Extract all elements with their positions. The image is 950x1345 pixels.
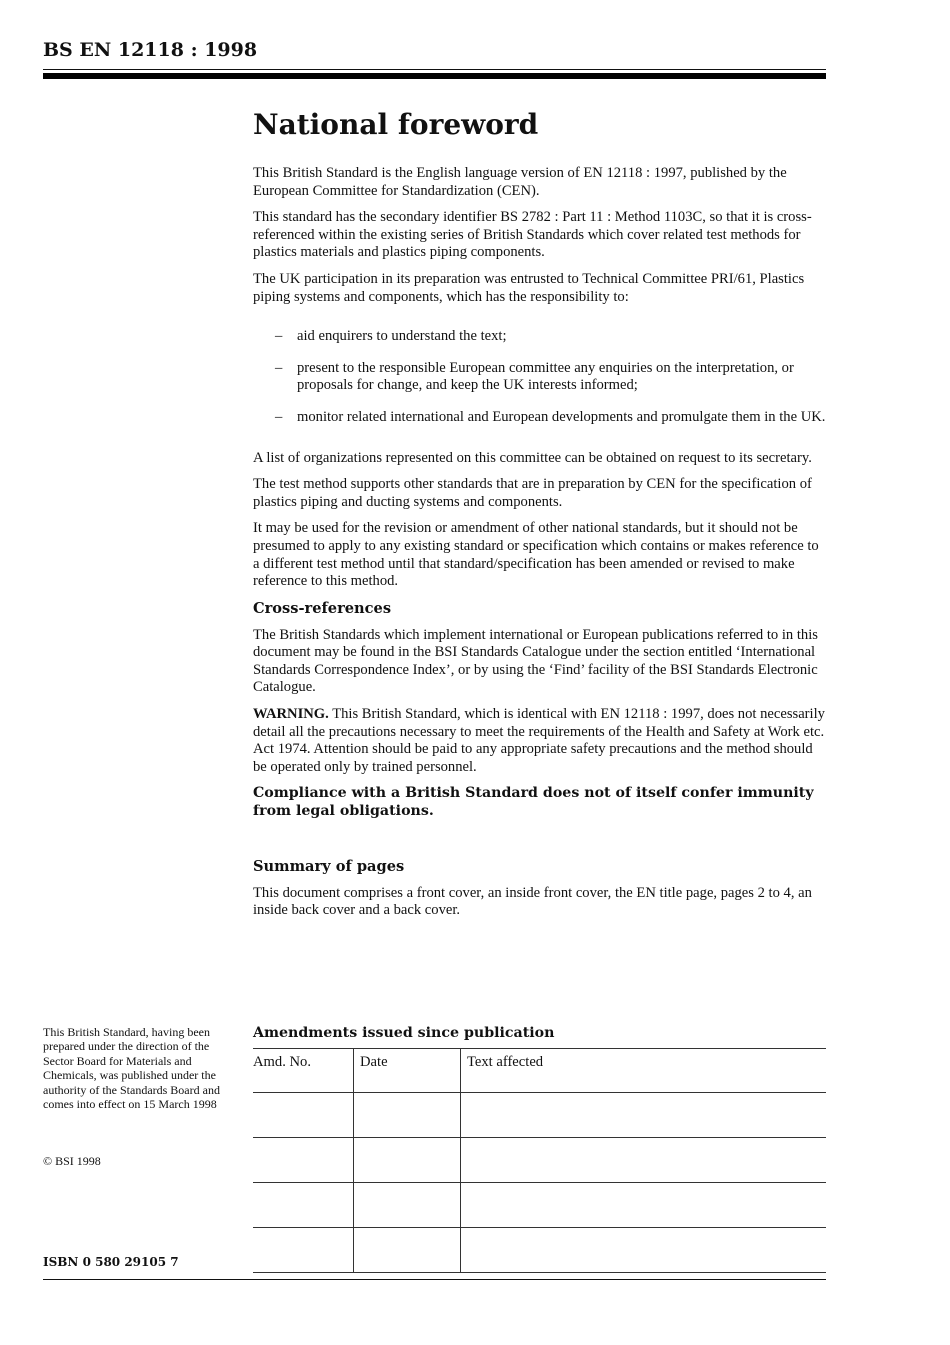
list-item: – aid enquirers to understand the text; — [275, 328, 507, 345]
header-rule-thick — [43, 73, 826, 79]
paragraph-summary: This document comprises a front cover, an inside front cover, the EN title page, pages 2 to 4, an inside back cover and a back cover. — [253, 884, 812, 919]
summary-heading: Summary of pages — [253, 857, 405, 875]
table-cell — [354, 1138, 461, 1183]
column-header-text-affected: Text affected — [461, 1049, 827, 1093]
publication-note: This British Standard, having been prepared under the direction of the Sector Board for Materials and Chemicals, was published under the authority of the Standards Board and comes into effect on 15 March 1998 — [43, 1025, 220, 1112]
dash-marker: – — [275, 328, 283, 345]
footer-rule — [43, 1279, 826, 1280]
table-cell — [461, 1138, 827, 1183]
paragraph-uk-participation: The UK participation in its preparation was entrusted to Technical Committee PRI/61, Plastics piping systems and components, which has the responsibility to: — [253, 270, 805, 305]
table-cell — [253, 1093, 354, 1138]
header-rule-thin — [43, 69, 826, 70]
table-row — [253, 1093, 826, 1138]
table-cell — [461, 1183, 827, 1228]
table-row — [253, 1183, 826, 1228]
dash-marker: – — [275, 359, 283, 376]
table-cell — [354, 1093, 461, 1138]
standard-code: BS EN 12118 : 1998 — [43, 39, 258, 61]
compliance-statement: Compliance with a British Standard does not of itself confer immunity from legal obligations. — [253, 785, 814, 820]
table-row — [253, 1138, 826, 1183]
paragraph-version: This British Standard is the English language version of EN 12118 : 1997, published by the European Committee for Standardization (CEN). — [253, 165, 787, 199]
main-content — [253, 108, 828, 929]
table-cell — [461, 1228, 827, 1273]
warning-label: WARNING. — [253, 706, 329, 723]
table-row — [253, 1228, 826, 1273]
cross-references-heading: Cross-references — [253, 599, 392, 617]
table-cell — [253, 1138, 354, 1183]
table-cell — [253, 1183, 354, 1228]
list-item: – present to the responsible European committee any enquiries on the interpretation, or proposals for change, and keep the UK interests informed; — [275, 359, 794, 394]
warning-text: This British Standard, which is identical with EN 12118 : 1997, does not necessarily detail all the precautions necessary to meet the requirements of the Health and Safety at Work etc. Act 1974. Attention should be paid to any appropriate safety precautions and the method should be operated only by trained personnel. — [253, 706, 825, 775]
table-cell — [354, 1183, 461, 1228]
paragraph-warning — [253, 706, 828, 776]
responsibility-list — [253, 328, 828, 426]
column-header-date: Date — [354, 1049, 461, 1093]
page-title: National foreword — [253, 108, 539, 141]
paragraph-cross-references: The British Standards which implement international or European publications referred to in this document may be found in the BSI Standards Catalogue under the section entitled ‘International Standards Correspondence Index’, or by using the ‘Find’ facility of the BSI Standards Electronic Catalogue. — [253, 626, 818, 696]
paragraph-secondary-identifier: This standard has the secondary identifier BS 2782 : Part 11 : Method 1103C, so that it is cross-referenced within the existing series of British Standards which cover related test methods for plastics materials and plastics piping components. — [253, 209, 812, 261]
paragraph-test-method: The test method supports other standards that are in preparation by CEN for the specification of plastics piping and ducting systems and components. — [253, 476, 812, 510]
table-cell — [253, 1228, 354, 1273]
list-item: – monitor related international and European developments and promulgate them in the UK. — [275, 408, 826, 425]
amendments-title: Amendments issued since publication — [253, 1025, 555, 1041]
table-header-row — [253, 1049, 826, 1093]
isbn: ISBN 0 580 29105 7 — [43, 1255, 179, 1269]
paragraph-revision: It may be used for the revision or amendment of other national standards, but it should not be presumed to apply to any existing standard or specification which contains or makes reference to a different test method until that standard/specification has been amended or revised to make reference to this method. — [253, 520, 819, 590]
copyright-notice: © BSI 1998 — [43, 1154, 101, 1168]
dash-marker: – — [275, 408, 283, 425]
table-cell — [354, 1228, 461, 1273]
paragraph-organizations: A list of organizations represented on this committee can be obtained on request to its secretary. — [253, 449, 812, 466]
table-cell — [461, 1093, 827, 1138]
amendments-table — [253, 1048, 826, 1273]
column-header-amd-no: Amd. No. — [253, 1049, 354, 1093]
